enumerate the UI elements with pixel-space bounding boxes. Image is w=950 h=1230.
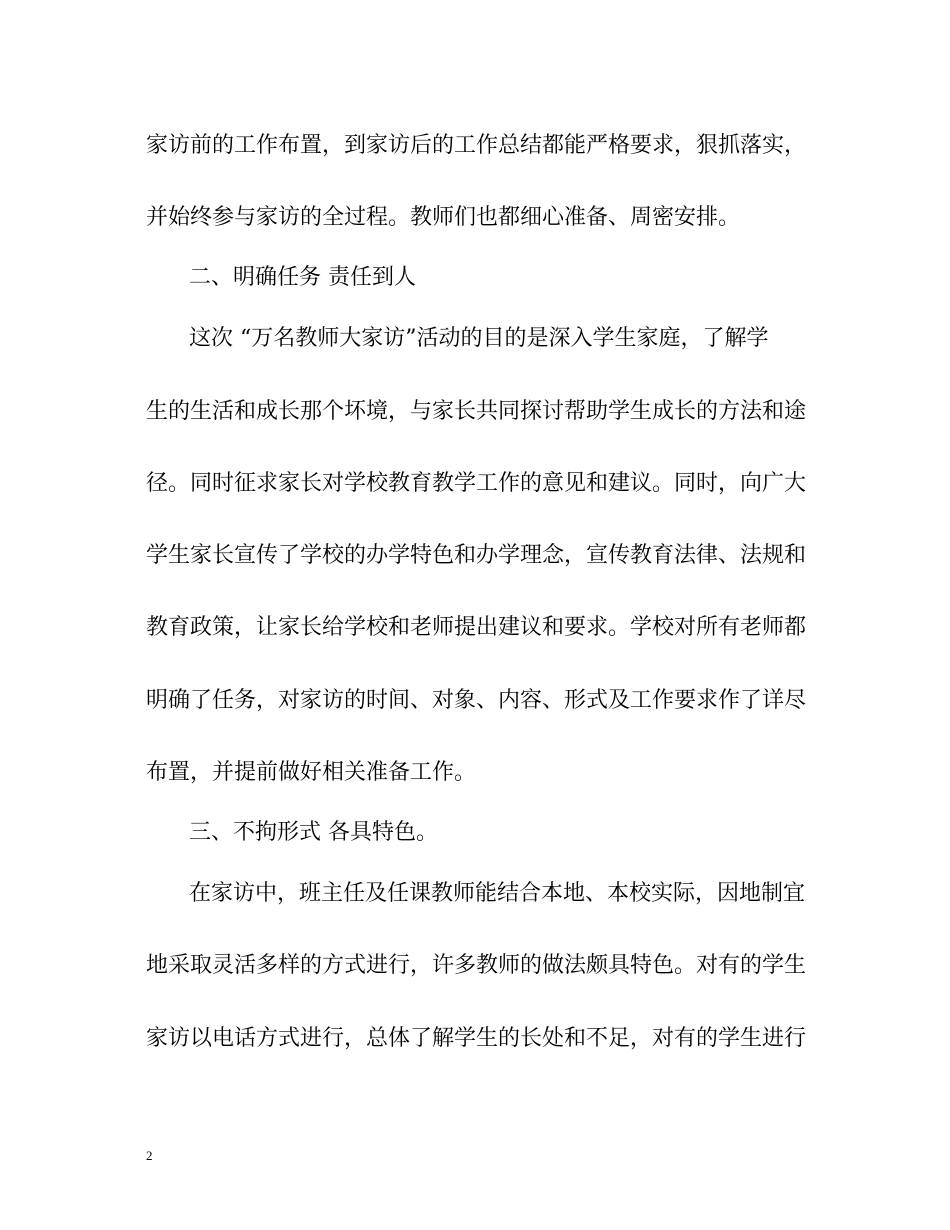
- paragraph-line: 教育政策，让家长给学校和老师提出建议和要求。学校对所有老师都: [146, 615, 807, 640]
- paragraph-line: 生的生活和成长那个坏境，与家长共同探讨帮助学生成长的方法和途: [146, 399, 807, 424]
- paragraph-line: 地采取灵活多样的方式进行，许多教师的做法颇具特色。对有的学生: [146, 953, 807, 978]
- paragraph-line: 并始终参与家访的全过程。教师们也都细心准备、周密安排。: [146, 205, 741, 230]
- section-heading: 三、不拘形式 各具特色。: [189, 820, 438, 845]
- section-heading: 二、明确任务 责任到人: [189, 265, 416, 290]
- paragraph-line: 在家访中，班主任及任课教师能结合本地、本校实际，因地制宜: [189, 881, 806, 906]
- paragraph-line: 家访以电话方式进行，总体了解学生的长处和不足，对有的学生进行: [146, 1026, 807, 1051]
- paragraph-line: 家访前的工作布置，到家访后的工作总结都能严格要求，狠抓落实，: [146, 133, 807, 158]
- page-number: 2: [146, 1148, 153, 1163]
- paragraph-line: 布置，并提前做好相关准备工作。: [146, 760, 477, 785]
- paragraph-line: 学生家长宣传了学校的办学特色和办学理念，宣传教育法律、法规和: [146, 543, 807, 568]
- paragraph-line: 这次 “万名教师大家访”活动的目的是深入学生家庭，了解学: [189, 326, 769, 351]
- paragraph-line: 径。同时征求家长对学校教育教学工作的意见和建议。同时，向广大: [146, 471, 807, 496]
- paragraph-line: 明确了任务，对家访的时间、对象、内容、形式及工作要求作了详尽: [146, 688, 807, 713]
